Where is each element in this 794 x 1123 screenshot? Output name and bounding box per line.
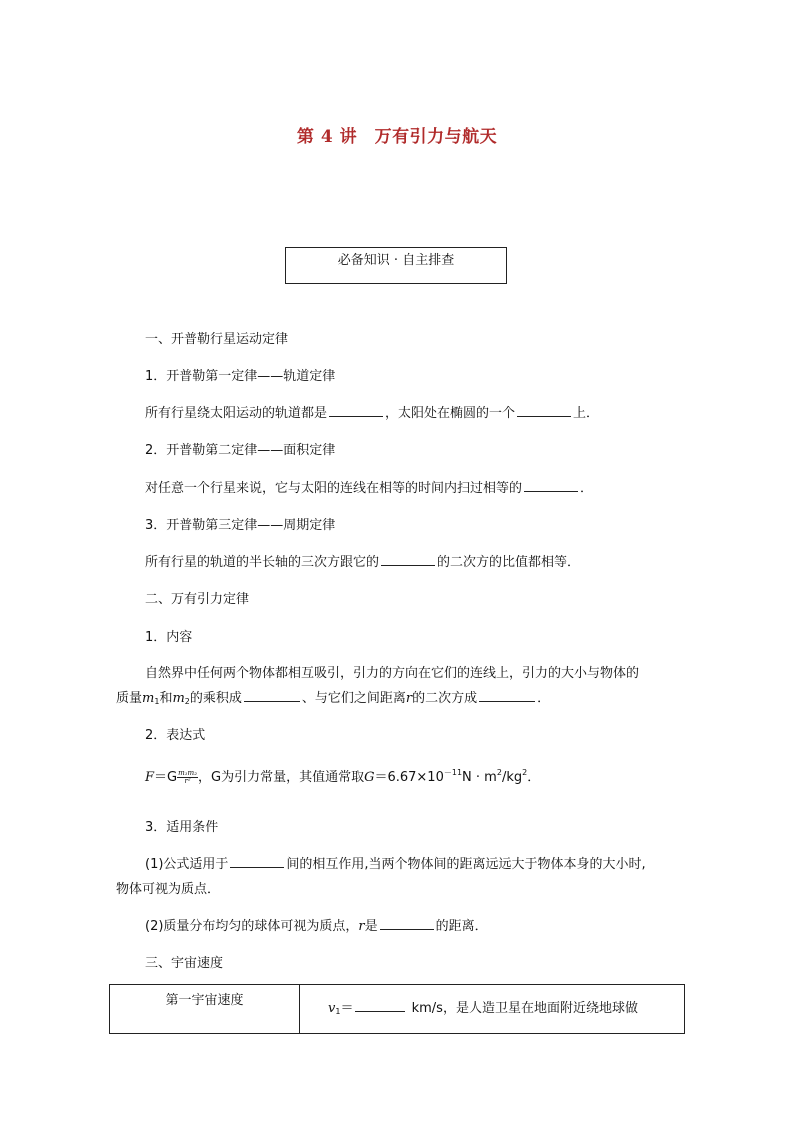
formula-fraction: $\frac{\text{m₁m₂}}{\text{r²}}$ [178, 769, 197, 785]
blank-line [479, 689, 535, 702]
content-line1: 自然界中任何两个物体都相互吸引，引力的方向在它们的连线上，引力的大小与物体的 [145, 666, 640, 681]
blank-line [380, 917, 434, 930]
blank-line [517, 404, 571, 417]
blank-line [355, 999, 405, 1012]
first-cosmic-speed-label: 第一宇宙速度 [110, 985, 300, 1034]
section2-heading: 二、万有引力定律 [145, 592, 250, 607]
blank-line [230, 855, 284, 868]
section1-heading: 一、开普勒行星运动定律 [145, 332, 289, 347]
blank-line [244, 689, 300, 702]
cosmic-speed-table [109, 984, 685, 1034]
expression-heading: 2．表达式 [145, 728, 206, 743]
content-heading: 1．内容 [145, 630, 193, 645]
section3-heading: 三、宇宙速度 [145, 956, 224, 971]
condition2: (2)质量分布均匀的球体可视为质点，r是 的距离． [145, 919, 488, 934]
lecture-title: 第 4 讲 万有引力与航天 [296, 127, 498, 147]
law2-heading: 2．开普勒第二定律——面积定律 [145, 443, 336, 458]
first-cosmic-speed-value: $v_1= km/s$，是人造卫星在地面附近绕地球做 [300, 985, 685, 1034]
content-line2: 质量$m_1$和$m_2$的乘积成 、与它们之间距离r的二次方成 ． [116, 691, 551, 706]
law1-heading: 1．开普勒第一定律——轨道定律 [145, 369, 336, 384]
section-box: 必备知识 · 自主排查 [285, 247, 507, 284]
table-row [110, 985, 685, 1034]
blank-line [329, 404, 383, 417]
conditions-heading: 3．适用条件 [145, 820, 219, 835]
law2-text: 对任意一个行星来说，它与太阳的连线在相等的时间内扫过相等的 ． [145, 481, 594, 496]
law3-text: 所有行星的轨道的半长轴的三次方跟它的 的二次方的比值都相等． [145, 555, 581, 570]
blank-line [524, 479, 578, 492]
blank-line [381, 553, 435, 566]
condition1-line2: 物体可视为质点． [116, 882, 221, 897]
law1-text: 所有行星绕太阳运动的轨道都是 ，太阳处在椭圆的一个 上． [145, 406, 600, 421]
law3-heading: 3．开普勒第三定律——周期定律 [145, 518, 336, 533]
gravitation-formula: F＝G $\frac{\text{m₁m₂}}{\text{r²}}$ ，G为引力常量，其值通常取$G=6.67\times 10^{-11}N \cdot m^2/kg^2$． [145, 768, 541, 785]
condition1-line1: (1)公式适用于 间的相互作用,当两个物体间的距离远远大于物体本身的大小时, [145, 857, 646, 872]
